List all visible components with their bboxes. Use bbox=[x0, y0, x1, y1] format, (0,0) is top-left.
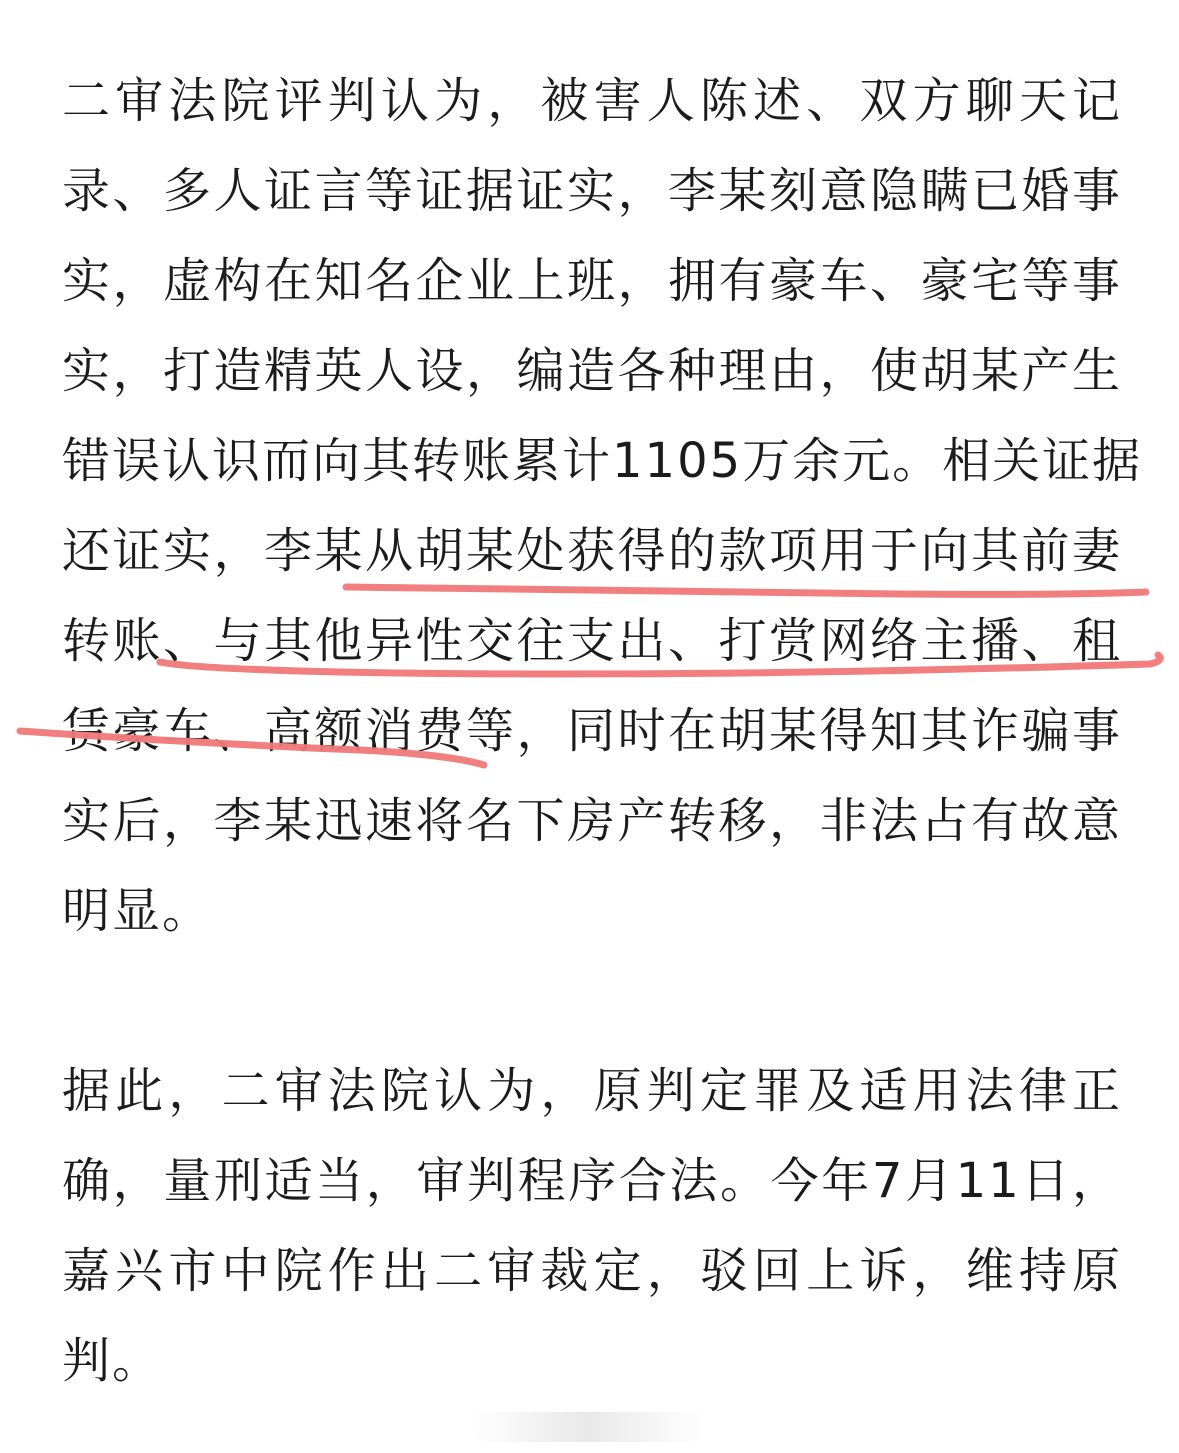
text-line: 实，虚构在知名企业上班，拥有豪车、豪宅等事 bbox=[62, 253, 1122, 309]
paragraph-2 bbox=[62, 1046, 1122, 1406]
text-line: 实，打造精英人设，编造各种理由，使胡某产生 bbox=[62, 343, 1122, 399]
article-body bbox=[62, 56, 1143, 1406]
text-line: 还证实，李某从胡某处获得的款项用于向其前妻 bbox=[62, 523, 1122, 579]
text-line: 嘉兴市中院作出二审裁定，驳回上诉，维持原 bbox=[62, 1243, 1122, 1299]
text-line: 转账、与其他异性交往支出、打赏网络主播、租 bbox=[62, 613, 1122, 669]
paragraph-1 bbox=[62, 56, 1143, 956]
text-line: 错误认识而向其转账累计1105万余元。相关证据 bbox=[62, 433, 1143, 489]
text-line: 据此，二审法院认为，原判定罪及适用法律正 bbox=[62, 1063, 1122, 1119]
text-line: 明显。 bbox=[62, 883, 213, 939]
paragraph-gap bbox=[62, 956, 1122, 1046]
watermark bbox=[470, 1412, 705, 1442]
text-line: 录、多人证言等证据证实，李某刻意隐瞒已婚事 bbox=[62, 163, 1122, 219]
text-line: 赁豪车、高额消费等，同时在胡某得知其诈骗事 bbox=[62, 703, 1122, 759]
text-line: 判。 bbox=[62, 1333, 163, 1389]
text-line: 确，量刑适当，审判程序合法。今年7月11日， bbox=[62, 1153, 1122, 1209]
text-line: 实后，李某迅速将名下房产转移，非法占有故意 bbox=[62, 793, 1122, 849]
text-line: 二审法院评判认为，被害人陈述、双方聊天记 bbox=[62, 73, 1122, 129]
